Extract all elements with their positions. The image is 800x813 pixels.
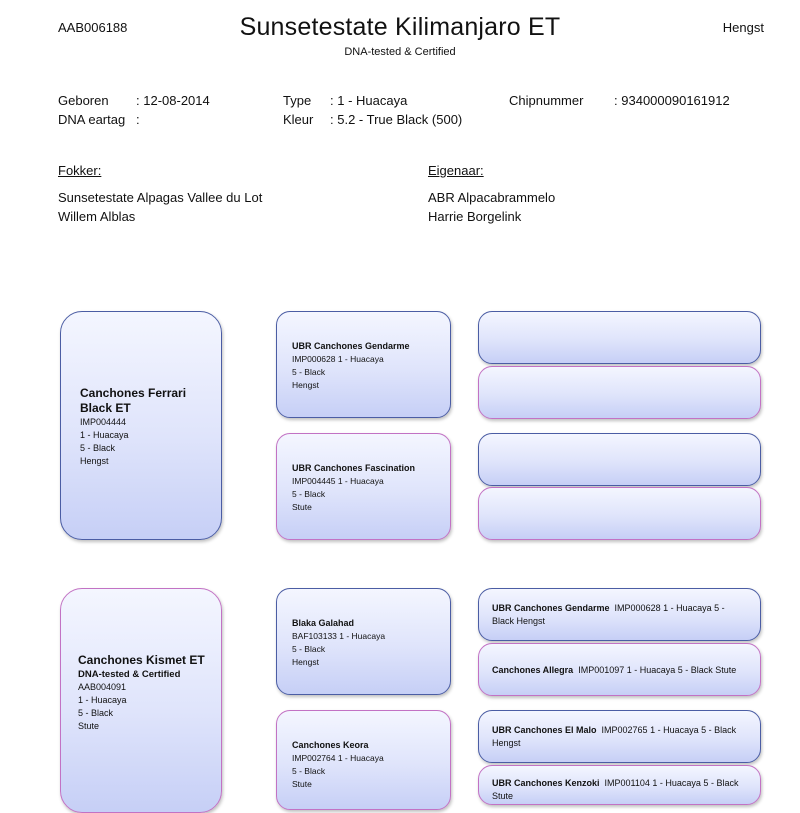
sire-sex: Hengst	[80, 456, 109, 466]
sire-card	[60, 311, 222, 540]
type-label: Type	[283, 93, 312, 108]
breeder-line-2: Willem Alblas	[58, 209, 136, 224]
sire-dam-card	[276, 433, 451, 540]
sire-dam-color: 5 - Black	[292, 489, 326, 499]
color-sep: :	[330, 112, 334, 127]
dss-rest-1: IMP000628 1 - Huacaya 5 -	[614, 603, 725, 613]
dam-dam-sex: Stute	[292, 779, 312, 789]
page-title: Sunsetestate Kilimanjaro ET	[239, 13, 561, 41]
sire-name-1: Canchones Ferrari	[80, 386, 187, 400]
type-value: 1 - Huacaya	[337, 93, 408, 108]
gen3-card-2	[478, 366, 761, 419]
registration-id: AAB006188	[58, 20, 128, 35]
page-subtitle: DNA-tested & Certified	[344, 46, 456, 58]
breeder-heading: Fokker:	[58, 163, 102, 178]
chip-sep: :	[614, 93, 618, 108]
dna-field	[58, 112, 140, 127]
born-sep: :	[136, 93, 140, 108]
dam-dam-color: 5 - Black	[292, 766, 326, 776]
sire-sire-sex: Hengst	[292, 380, 319, 390]
dds-rest-2: Hengst	[492, 738, 521, 748]
born-value: 12-08-2014	[143, 93, 210, 108]
dam-sex: Stute	[78, 721, 100, 731]
ddd-rest-2: Stute	[492, 791, 514, 801]
type-field	[283, 93, 407, 108]
gen3-card-6	[478, 643, 761, 696]
dna-label: DNA eartag	[58, 112, 126, 127]
ddd-name: UBR Canchones Kenzoki	[492, 778, 600, 788]
sire-type: 1 - Huacaya	[80, 430, 129, 440]
dam-sire-id: BAF103133 1 - Huacaya	[292, 631, 386, 641]
dsd-name: Canchones Allegra	[492, 665, 574, 675]
dam-sire-name: Blaka Galahad	[292, 618, 355, 628]
dam-certified: DNA-tested & Certified	[78, 669, 181, 680]
gen3-card-7-text	[492, 724, 757, 750]
dam-dam-id: IMP002764 1 - Huacaya	[292, 753, 384, 763]
gen3-card-5	[478, 588, 761, 641]
dam-id: AAB004091	[78, 682, 127, 692]
sire-id: IMP004444	[80, 417, 127, 427]
born-field	[58, 93, 210, 108]
sire-dam-sex: Stute	[292, 502, 312, 512]
sire-sire-id: IMP000628 1 - Huacaya	[292, 354, 384, 364]
sex-label: Hengst	[722, 20, 764, 35]
gen3-card-7	[478, 710, 761, 763]
dam-color: 5 - Black	[78, 708, 114, 718]
gen3-card-4	[478, 487, 761, 540]
dam-dam-card	[276, 710, 451, 810]
dss-name: UBR Canchones Gendarme	[492, 603, 610, 613]
type-sep: :	[330, 93, 334, 108]
gen3-card-3	[478, 433, 761, 486]
sire-sire-card	[276, 311, 451, 418]
owner-line-2: Harrie Borgelink	[428, 209, 522, 224]
dds-name: UBR Canchones El Malo	[492, 725, 597, 735]
dna-sep: :	[136, 112, 140, 127]
color-value: 5.2 - True Black (500)	[337, 112, 463, 127]
dsd-rest: IMP001097 1 - Huacaya 5 - Black Stute	[578, 665, 737, 675]
sire-sire-color: 5 - Black	[292, 367, 326, 377]
ddd-rest-1: IMP001104 1 - Huacaya 5 - Black	[604, 778, 739, 788]
chip-value: 934000090161912	[621, 93, 730, 108]
chip-field	[509, 93, 730, 108]
owner-line-1: ABR Alpacabrammelo	[428, 190, 556, 205]
dam-card	[60, 588, 222, 813]
dam-type: 1 - Huacaya	[78, 695, 127, 705]
dds-rest-1: IMP002765 1 - Huacaya 5 - Black	[601, 725, 737, 735]
dss-rest-2: Black Hengst	[492, 616, 546, 626]
gen3-card-1	[478, 311, 761, 364]
dam-sire-color: 5 - Black	[292, 644, 326, 654]
dam-sire-card	[276, 588, 451, 695]
dam-dam-name: Canchones Keora	[292, 740, 369, 750]
sire-color: 5 - Black	[80, 443, 116, 453]
sire-sire-name: UBR Canchones Gendarme	[292, 341, 410, 351]
sire-name-2: Black ET	[80, 401, 131, 415]
gen3-card-5-text	[492, 602, 752, 628]
gen3-card-6-text	[492, 664, 757, 677]
breeder-line-1: Sunsetestate Alpagas Vallee du Lot	[58, 190, 263, 205]
color-label: Kleur	[283, 112, 314, 127]
sire-dam-name: UBR Canchones Fascination	[292, 463, 416, 473]
dam-sire-sex: Hengst	[292, 657, 319, 667]
gen3-card-8	[478, 765, 761, 805]
dam-name: Canchones Kismet ET	[78, 653, 205, 667]
gen3-card-8-text	[492, 777, 757, 803]
born-label: Geboren	[58, 93, 109, 108]
sire-dam-id: IMP004445 1 - Huacaya	[292, 476, 384, 486]
owner-heading: Eigenaar:	[428, 163, 484, 178]
chip-label: Chipnummer	[509, 93, 584, 108]
color-field	[283, 112, 462, 127]
